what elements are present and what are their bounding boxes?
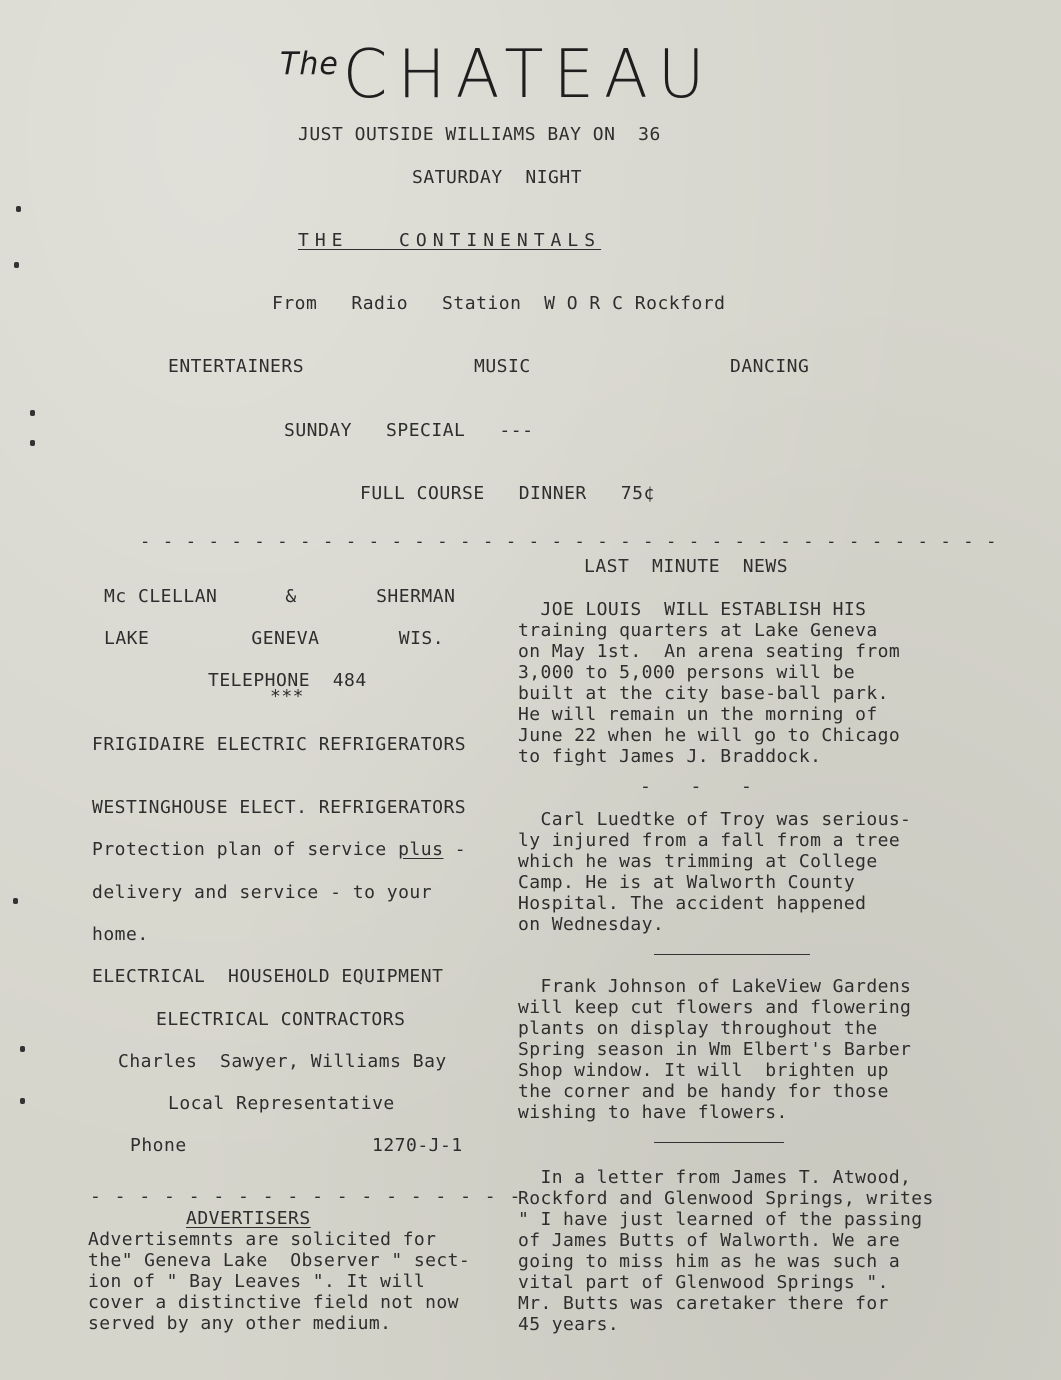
- frigidaire-line: FRIGIDAIRE ELECTRIC REFRIGERATORS: [92, 734, 467, 755]
- location-line: JUST OUTSIDE WILLIAMS BAY ON 36: [298, 124, 661, 145]
- representative-line: Local Representative: [168, 1093, 395, 1114]
- sawyer-line: Charles Sawyer, Williams Bay: [118, 1051, 447, 1072]
- advertisers-divider: - - - - - - - - - - - - - - - - - -: [90, 1186, 522, 1207]
- protection-text: Protection plan of service: [92, 839, 399, 860]
- band-name: THE CONTINENTALS: [298, 230, 602, 251]
- firm-name: Mc CLELLAN & SHERMAN: [104, 586, 456, 607]
- protection-dash: -: [443, 839, 467, 860]
- bleed-through-decoration: [110, 170, 156, 272]
- dinner-line: FULL COURSE DINNER 75¢: [360, 483, 655, 504]
- radio-line: From Radio Station W O R C Rockford: [272, 293, 726, 314]
- dancing-label: DANCING: [730, 356, 810, 377]
- sunday-special: SUNDAY SPECIAL ---: [284, 420, 534, 441]
- margin-speck: [20, 1046, 25, 1052]
- advertisers-body: Advertisemnts are solicited for the" Geneva Lake Observer " sect- ion of " Bay Leaves ". It will cover a distinctive field not now served by any other medium.: [88, 1229, 471, 1334]
- masthead-prefix: The: [280, 45, 339, 83]
- news-luedtke: Carl Luedtke of Troy was serious- ly injured from a fall from a tree which he was trimming at College Camp. He is at Walworth County Hospital. The accident happened on Wednesday.: [518, 809, 912, 935]
- news-heading: LAST MINUTE NEWS: [584, 556, 789, 577]
- masthead-title: [280, 36, 715, 114]
- news-joe-louis: JOE LOUIS WILL ESTABLISH HIS training quarters at Lake Geneva on May 1st. An arena seating from 3,000 to 5,000 persons will be built at the city base-ball park. He will remain un the morning of June 22 when he will go to Chicago to fight James J. Braddock.: [518, 599, 901, 767]
- section-divider: - - - - - - - - - - - - - - - - - - - - - - - - - - - - - - - - - - - - - -: [140, 532, 998, 552]
- masthead-name: CHATEAU: [342, 36, 715, 114]
- night-line: SATURDAY NIGHT: [412, 167, 583, 188]
- plus-word: plus: [398, 839, 444, 860]
- margin-speck: [30, 410, 35, 416]
- margin-speck: [20, 1098, 25, 1104]
- westinghouse-line: WESTINGHOUSE ELECT. REFRIGERATORS: [92, 797, 467, 818]
- phone-label: Phone: [130, 1135, 187, 1156]
- telephone-line: TELEPHONE 484: [208, 670, 367, 691]
- news-rule: [654, 954, 810, 955]
- news-separator: - - -: [640, 776, 758, 797]
- delivery-line: delivery and service - to your: [92, 882, 433, 903]
- news-rule: [654, 1142, 784, 1143]
- margin-speck: [13, 898, 18, 904]
- protection-line: [92, 839, 466, 860]
- music-label: MUSIC: [474, 356, 531, 377]
- news-johnson: Frank Johnson of LakeView Gardens will keep cut flowers and flowering plants on display throughout the Spring season in Wm Elbert's Barber Shop window. It will brighten up the corner and be handy for those wishing to have flowers.: [518, 976, 912, 1123]
- phone-number: 1270-J-1: [372, 1135, 463, 1156]
- entertainers-label: ENTERTAINERS: [168, 356, 305, 377]
- stars-separator: ***: [270, 686, 305, 707]
- advertisers-heading: ADVERTISERS: [186, 1208, 311, 1229]
- margin-speck: [16, 206, 21, 212]
- home-line: home.: [92, 924, 149, 945]
- contractors-line: ELECTRICAL CONTRACTORS: [156, 1009, 406, 1030]
- news-atwood: In a letter from James T. Atwood, Rockford and Glenwood Springs, writes " I have just learned of the passing of James Butts of Walworth. We are going to miss him as he was such a vital part of Glenwood Springs ". Mr. Butts was caretaker there for 45 years.: [518, 1167, 934, 1335]
- firm-city: LAKE GENEVA WIS.: [104, 628, 445, 649]
- margin-speck: [14, 262, 19, 268]
- margin-speck: [30, 440, 35, 446]
- household-line: ELECTRICAL HOUSEHOLD EQUIPMENT: [92, 966, 444, 987]
